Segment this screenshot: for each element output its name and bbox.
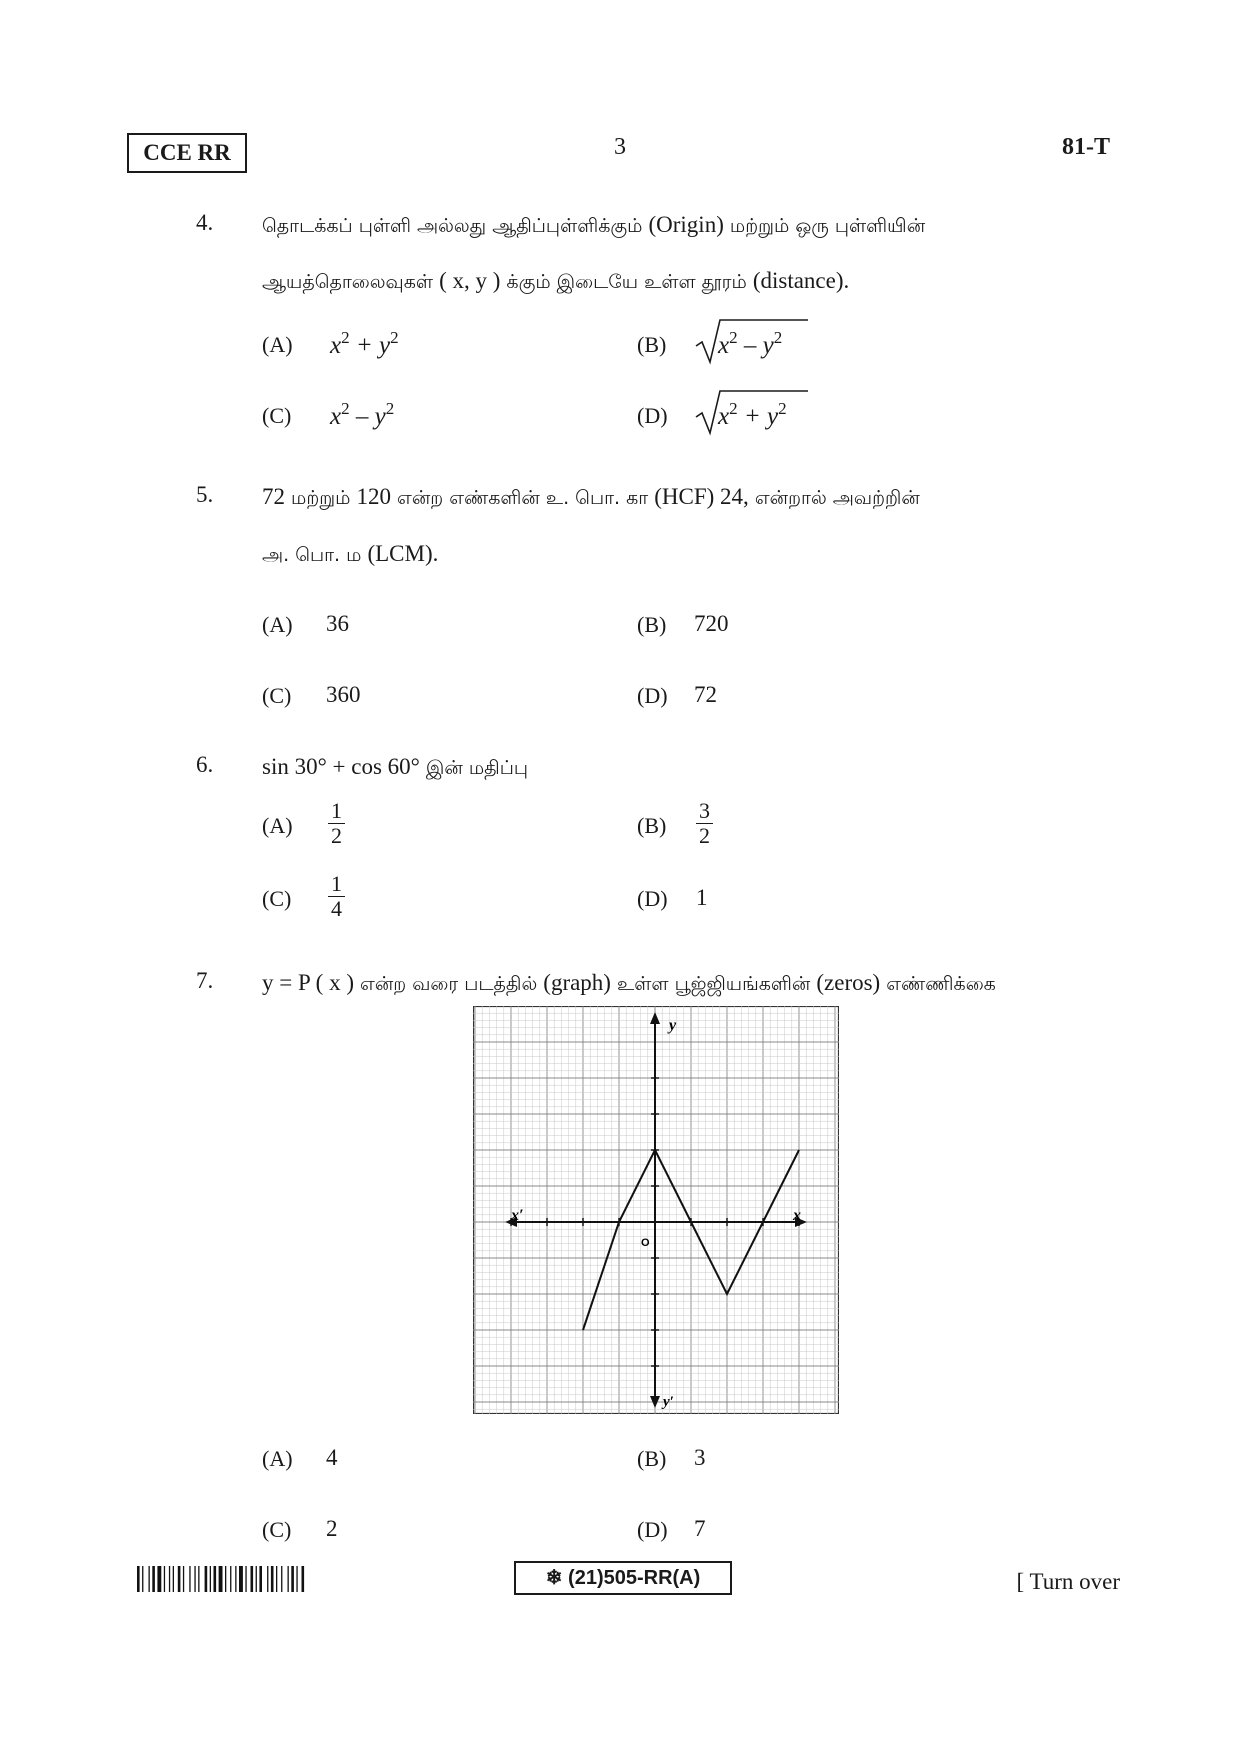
text-segment: மற்றும் bbox=[285, 487, 357, 509]
q4-option-d-value: $x^2 + y^2$ bbox=[718, 399, 787, 430]
q6-option-c-denominator: 4 bbox=[331, 896, 342, 921]
q5-text-line2 bbox=[262, 541, 438, 569]
barcode-bar bbox=[205, 1566, 208, 1592]
q5-option-c-value: 360 bbox=[326, 682, 361, 707]
q5-option-a-label: (A) bbox=[262, 612, 293, 637]
text-segment: எண்ணிக்கை bbox=[880, 973, 996, 995]
q4-option-a-label: (A) bbox=[262, 332, 293, 357]
page-number: 3 bbox=[614, 134, 626, 160]
text-segment: க்கும் இடையே உள்ள தூரம் bbox=[500, 271, 753, 293]
barcode-bar bbox=[296, 1566, 297, 1592]
q5-text-line1 bbox=[262, 484, 920, 512]
axis-label-x-neg: x′ bbox=[511, 1207, 524, 1224]
axis-label-y-neg: y′ bbox=[663, 1394, 674, 1410]
q7-option-d-value: 7 bbox=[694, 1516, 706, 1541]
barcode-bar bbox=[149, 1566, 150, 1592]
text-segment: மற்றும் ஒரு புள்ளியின் bbox=[723, 215, 926, 237]
barcode bbox=[137, 1566, 365, 1592]
q6-option-d-value: 1 bbox=[696, 885, 708, 910]
q6-option-b-fraction bbox=[696, 799, 713, 848]
q6-option-a-label: (A) bbox=[262, 813, 293, 838]
barcode-bar bbox=[178, 1566, 181, 1592]
text-segment: (Origin) bbox=[648, 212, 724, 237]
q6-option-c-numerator: 1 bbox=[328, 872, 345, 897]
q4-option-a-value: $x^2 + y^2$ bbox=[330, 328, 399, 359]
q7-option-c-value: 2 bbox=[326, 1516, 338, 1541]
q6-option-b-label: (B) bbox=[637, 813, 667, 838]
barcode-bar bbox=[245, 1566, 246, 1592]
text-segment: தொடக்கப் புள்ளி அல்லது ஆதிப்புள்ளிக்கும் bbox=[262, 215, 649, 237]
q6-option-c-label: (C) bbox=[262, 886, 292, 911]
text-segment: 120 bbox=[356, 484, 391, 509]
barcode-bar bbox=[251, 1566, 254, 1592]
barcode-bar bbox=[302, 1566, 305, 1592]
q6-option-c-fraction bbox=[328, 872, 345, 921]
origin-label: O bbox=[641, 1237, 650, 1249]
q7-option-c-label: (C) bbox=[262, 1517, 292, 1542]
barcode-bar bbox=[173, 1566, 174, 1592]
barcode-bar bbox=[183, 1566, 184, 1592]
q4-number: 4. bbox=[196, 210, 214, 235]
barcode-bar bbox=[210, 1566, 211, 1592]
barcode-bar bbox=[276, 1566, 277, 1592]
q6-text-line1 bbox=[262, 754, 528, 782]
text-segment: (LCM). bbox=[367, 541, 439, 566]
q6-option-a-denominator: 2 bbox=[331, 823, 342, 848]
q6-option-d-label: (D) bbox=[637, 886, 668, 911]
q5-option-c-label: (C) bbox=[262, 683, 292, 708]
text-segment: என்றால் அவற்றின் bbox=[748, 487, 920, 509]
q5-option-a-value: 36 bbox=[326, 611, 349, 636]
q4-text-line1 bbox=[262, 212, 925, 240]
paper-code: 81-T bbox=[1062, 134, 1110, 160]
q4-option-c-value: $x^2 - y^2$ bbox=[330, 399, 395, 430]
q7-graph bbox=[473, 1006, 839, 1414]
barcode-bar bbox=[259, 1566, 262, 1592]
text-segment: அ. பொ. ம bbox=[262, 544, 368, 566]
barcode-bar bbox=[198, 1566, 199, 1592]
barcode-bar bbox=[239, 1566, 243, 1592]
q6-number: 6. bbox=[196, 752, 214, 777]
q7-option-a-value: 4 bbox=[326, 1445, 338, 1470]
q6-option-a-fraction bbox=[328, 799, 345, 848]
turn-over-note: [ Turn over bbox=[1016, 1569, 1120, 1594]
q7-option-b-label: (B) bbox=[637, 1446, 667, 1471]
axis-label-x: x bbox=[793, 1207, 801, 1224]
q5-option-d-value: 72 bbox=[694, 682, 717, 707]
text-segment: என்ற வரை படத்தில் bbox=[353, 973, 544, 995]
text-segment: இன் மதிப்பு bbox=[419, 757, 528, 779]
barcode-bar bbox=[288, 1566, 289, 1592]
q5-option-d-label: (D) bbox=[637, 683, 668, 708]
text-segment: (distance). bbox=[752, 268, 850, 293]
barcode-bar bbox=[291, 1566, 294, 1592]
barcode-bar bbox=[225, 1566, 226, 1592]
q7-option-a-label: (A) bbox=[262, 1446, 293, 1471]
barcode-bar bbox=[157, 1566, 161, 1592]
barcode-bar bbox=[271, 1566, 274, 1592]
barcode-bar bbox=[169, 1566, 170, 1592]
q4-option-b-value: $x^2 - y^2$ bbox=[718, 328, 783, 359]
q6-option-a-numerator: 1 bbox=[328, 799, 345, 824]
barcode-bar bbox=[142, 1566, 143, 1592]
text-segment: ஆயத்தொலைவுகள் bbox=[262, 271, 440, 293]
cce-rr-box: CCE RR bbox=[127, 133, 247, 173]
barcode-bar bbox=[267, 1566, 268, 1592]
barcode-bar bbox=[230, 1566, 231, 1592]
q5-option-b-value: 720 bbox=[694, 611, 729, 636]
text-segment: உள்ள பூஜ்ஜியங்களின் bbox=[610, 973, 817, 995]
footer-paper-code: ❄ (21)505-RR(A) bbox=[514, 1561, 732, 1595]
text-segment: 72 bbox=[262, 484, 285, 509]
barcode-bar bbox=[189, 1566, 190, 1592]
text-segment: ( x, y ) bbox=[439, 268, 501, 293]
text-segment: என்ற எண்களின் உ. பொ. கா bbox=[390, 487, 655, 509]
barcode-bar bbox=[256, 1566, 257, 1592]
barcode-bar bbox=[194, 1566, 195, 1592]
q4-option-c-label: (C) bbox=[262, 403, 292, 428]
q7-option-b-value: 3 bbox=[694, 1445, 706, 1470]
q5-number: 5. bbox=[196, 482, 214, 507]
axis-label-y: y bbox=[669, 1017, 677, 1034]
q6-option-b-numerator: 3 bbox=[696, 799, 713, 824]
q5-option-b-label: (B) bbox=[637, 612, 667, 637]
barcode-bar bbox=[137, 1566, 140, 1592]
q4-option-d-label: (D) bbox=[637, 403, 668, 428]
text-segment: y = P ( x ) bbox=[262, 970, 354, 995]
text-segment: sin 30° + cos 60° bbox=[262, 754, 420, 779]
q6-option-b-denominator: 2 bbox=[699, 823, 710, 848]
text-segment: (graph) bbox=[543, 970, 611, 995]
barcode-bar bbox=[219, 1566, 223, 1592]
barcode-bar bbox=[281, 1566, 282, 1592]
q7-option-d-label: (D) bbox=[637, 1517, 668, 1542]
barcode-bar bbox=[235, 1566, 236, 1592]
q4-option-b-label: (B) bbox=[637, 332, 667, 357]
text-segment: (HCF) 24, bbox=[654, 484, 749, 509]
barcode-bar bbox=[214, 1566, 217, 1592]
q4-text-line2 bbox=[262, 268, 849, 296]
q7-number: 7. bbox=[196, 968, 214, 993]
text-segment: (zeros) bbox=[816, 970, 881, 995]
q7-text-line1 bbox=[262, 970, 996, 998]
barcode-bar bbox=[152, 1566, 155, 1592]
barcode-bar bbox=[164, 1566, 165, 1592]
